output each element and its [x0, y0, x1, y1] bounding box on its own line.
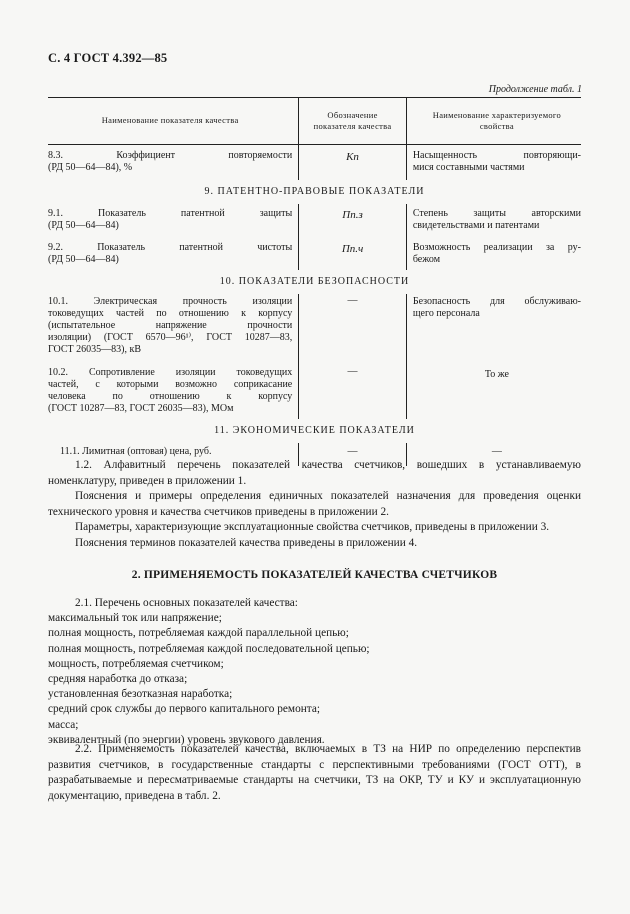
paragraph-1-2: 1.2. Алфавитный перечень показателей качества счетчиков, вошедших в устанавливаемую номенклатуру, приведен в приложении 1. — [48, 459, 581, 487]
row-9-1-property: Степень защиты авторскими свидетельствами и патентами — [406, 204, 581, 240]
list-item: полная мощность, потребляемая каждой последовательной цепью; — [48, 642, 370, 655]
row-11-1-property: — — [406, 443, 581, 466]
row-11-1-symbol: — — [347, 446, 358, 457]
list-item: полная мощность, потребляемая каждой параллельной цепью; — [48, 627, 349, 640]
row-11-1-name: 11.1. Лимитная (оптовая) цена, руб. — [48, 443, 299, 466]
row-9-1-symbol: Пп.з — [342, 209, 363, 221]
paragraph-appendix-4: Пояснения терминов показателей качества приведены в приложении 4. — [75, 536, 418, 549]
header-indicator-symbol: Обозначение показателя качества — [299, 98, 407, 145]
table-header-row — [48, 98, 581, 145]
row-10-1-symbol: — — [347, 295, 358, 306]
section-row — [48, 270, 581, 294]
row-10-2-property: То же — [406, 366, 581, 419]
paragraph-2-2-block — [48, 742, 581, 804]
list-item: масса; — [48, 718, 79, 731]
list-item: средний срок службы до первого капитального ремонта; — [48, 703, 320, 716]
list-item: эквивалентный (по энергии) уровень звукового давления. — [48, 733, 325, 746]
row-8-3-property: Насыщенность повторяющи- мися составными частями — [406, 145, 581, 181]
section-11-title: 11. ЭКОНОМИЧЕСКИЕ ПОКАЗАТЕЛИ — [214, 425, 415, 436]
row-8-3-symbol: Кп — [346, 151, 359, 163]
table-row — [48, 204, 581, 240]
paragraph-2-2: 2.2. Применяемость показателей качества, включаемых в ТЗ на НИР по определению перспектив развития счетчиков, в государственные стандарты с перспективными требованиями (ГОСТ ОТТ), в разрабатываемые и пересматриваемые стандарты на счетчики, ТЗ на ОКР, ТУ и КУ и эксплуатационную документацию, приведена в табл. 2. — [48, 743, 581, 802]
table-row — [48, 145, 581, 181]
list-intro: 2.1. Перечень основных показателей качества: — [75, 597, 298, 609]
row-10-2-name: 10.2. Сопротивление изоляции токоведущих частей, с которыми возможно соприкасание человека по отношению к корпусу (ГОСТ 10287—83, ГОСТ 26035—83), МОм — [48, 366, 299, 419]
section-row — [48, 419, 581, 443]
body-paragraphs — [48, 458, 581, 551]
row-9-2-name: 9.2. Показатель патентной чистоты (РД 50—64—84) — [48, 240, 299, 270]
row-9-2-property: Возможность реализации за ру- бежом — [406, 240, 581, 270]
quality-indicators-list — [48, 596, 581, 748]
section-9-title: 9. ПАТЕНТНО-ПРАВОВЫЕ ПОКАЗАТЕЛИ — [204, 186, 425, 197]
table-row — [48, 294, 581, 366]
row-10-1-name: 10.1. Электрическая прочность изоляции токоведущих частей по отношению к корпусу (испытательное напряжение прочности изоляции) (ГОСТ 6570—96¹⁾, ГОСТ 10287—83, ГОСТ 26035—83), кВ — [48, 294, 299, 366]
header-property-name: Наименование характеризуемого свойства — [406, 98, 581, 145]
table-row — [48, 240, 581, 270]
list-item: установленная безотказная наработка; — [48, 688, 233, 701]
list-item: мощность, потребляемая счетчиком; — [48, 657, 224, 670]
row-9-2-symbol: Пп.ч — [341, 243, 364, 255]
page-header: С. 4 ГОСТ 4.392—85 — [48, 51, 168, 65]
paragraph-appendix-3: Параметры, характеризующие эксплуатационные свойства счетчиков, приведены в приложении 3. — [75, 521, 550, 533]
list-item: средняя наработка до отказа; — [48, 673, 188, 686]
row-10-2-symbol: — — [347, 366, 358, 377]
list-item: максимальный ток или напряжение; — [48, 612, 222, 625]
section-10-title: 10. ПОКАЗАТЕЛИ БЕЗОПАСНОСТИ — [219, 276, 410, 287]
paragraph-appendix-2: Пояснения и примеры определения единичных показателей назначения для проведения оценки технического уровня и качества счетчиков приведены в приложении 2. — [48, 490, 581, 518]
table-continuation-note: Продолжение табл. 1 — [488, 84, 582, 95]
section-row — [48, 180, 581, 204]
quality-indicators-table — [48, 97, 581, 466]
header-indicator-name: Наименование показателя качества — [48, 98, 299, 145]
table-row — [48, 366, 581, 419]
row-10-1-property: Безопасность для обслуживаю- щего персонала — [406, 294, 581, 366]
section-2-heading: 2. ПРИМЕНЯЕМОСТЬ ПОКАЗАТЕЛЕЙ КАЧЕСТВА СЧЕТЧИКОВ — [131, 569, 498, 581]
row-8-3-name: 8.3. Коэффициент повторяемости (РД 50—64—84), % — [48, 145, 299, 181]
row-9-1-name: 9.1. Показатель патентной защиты (РД 50—64—84) — [48, 204, 299, 240]
